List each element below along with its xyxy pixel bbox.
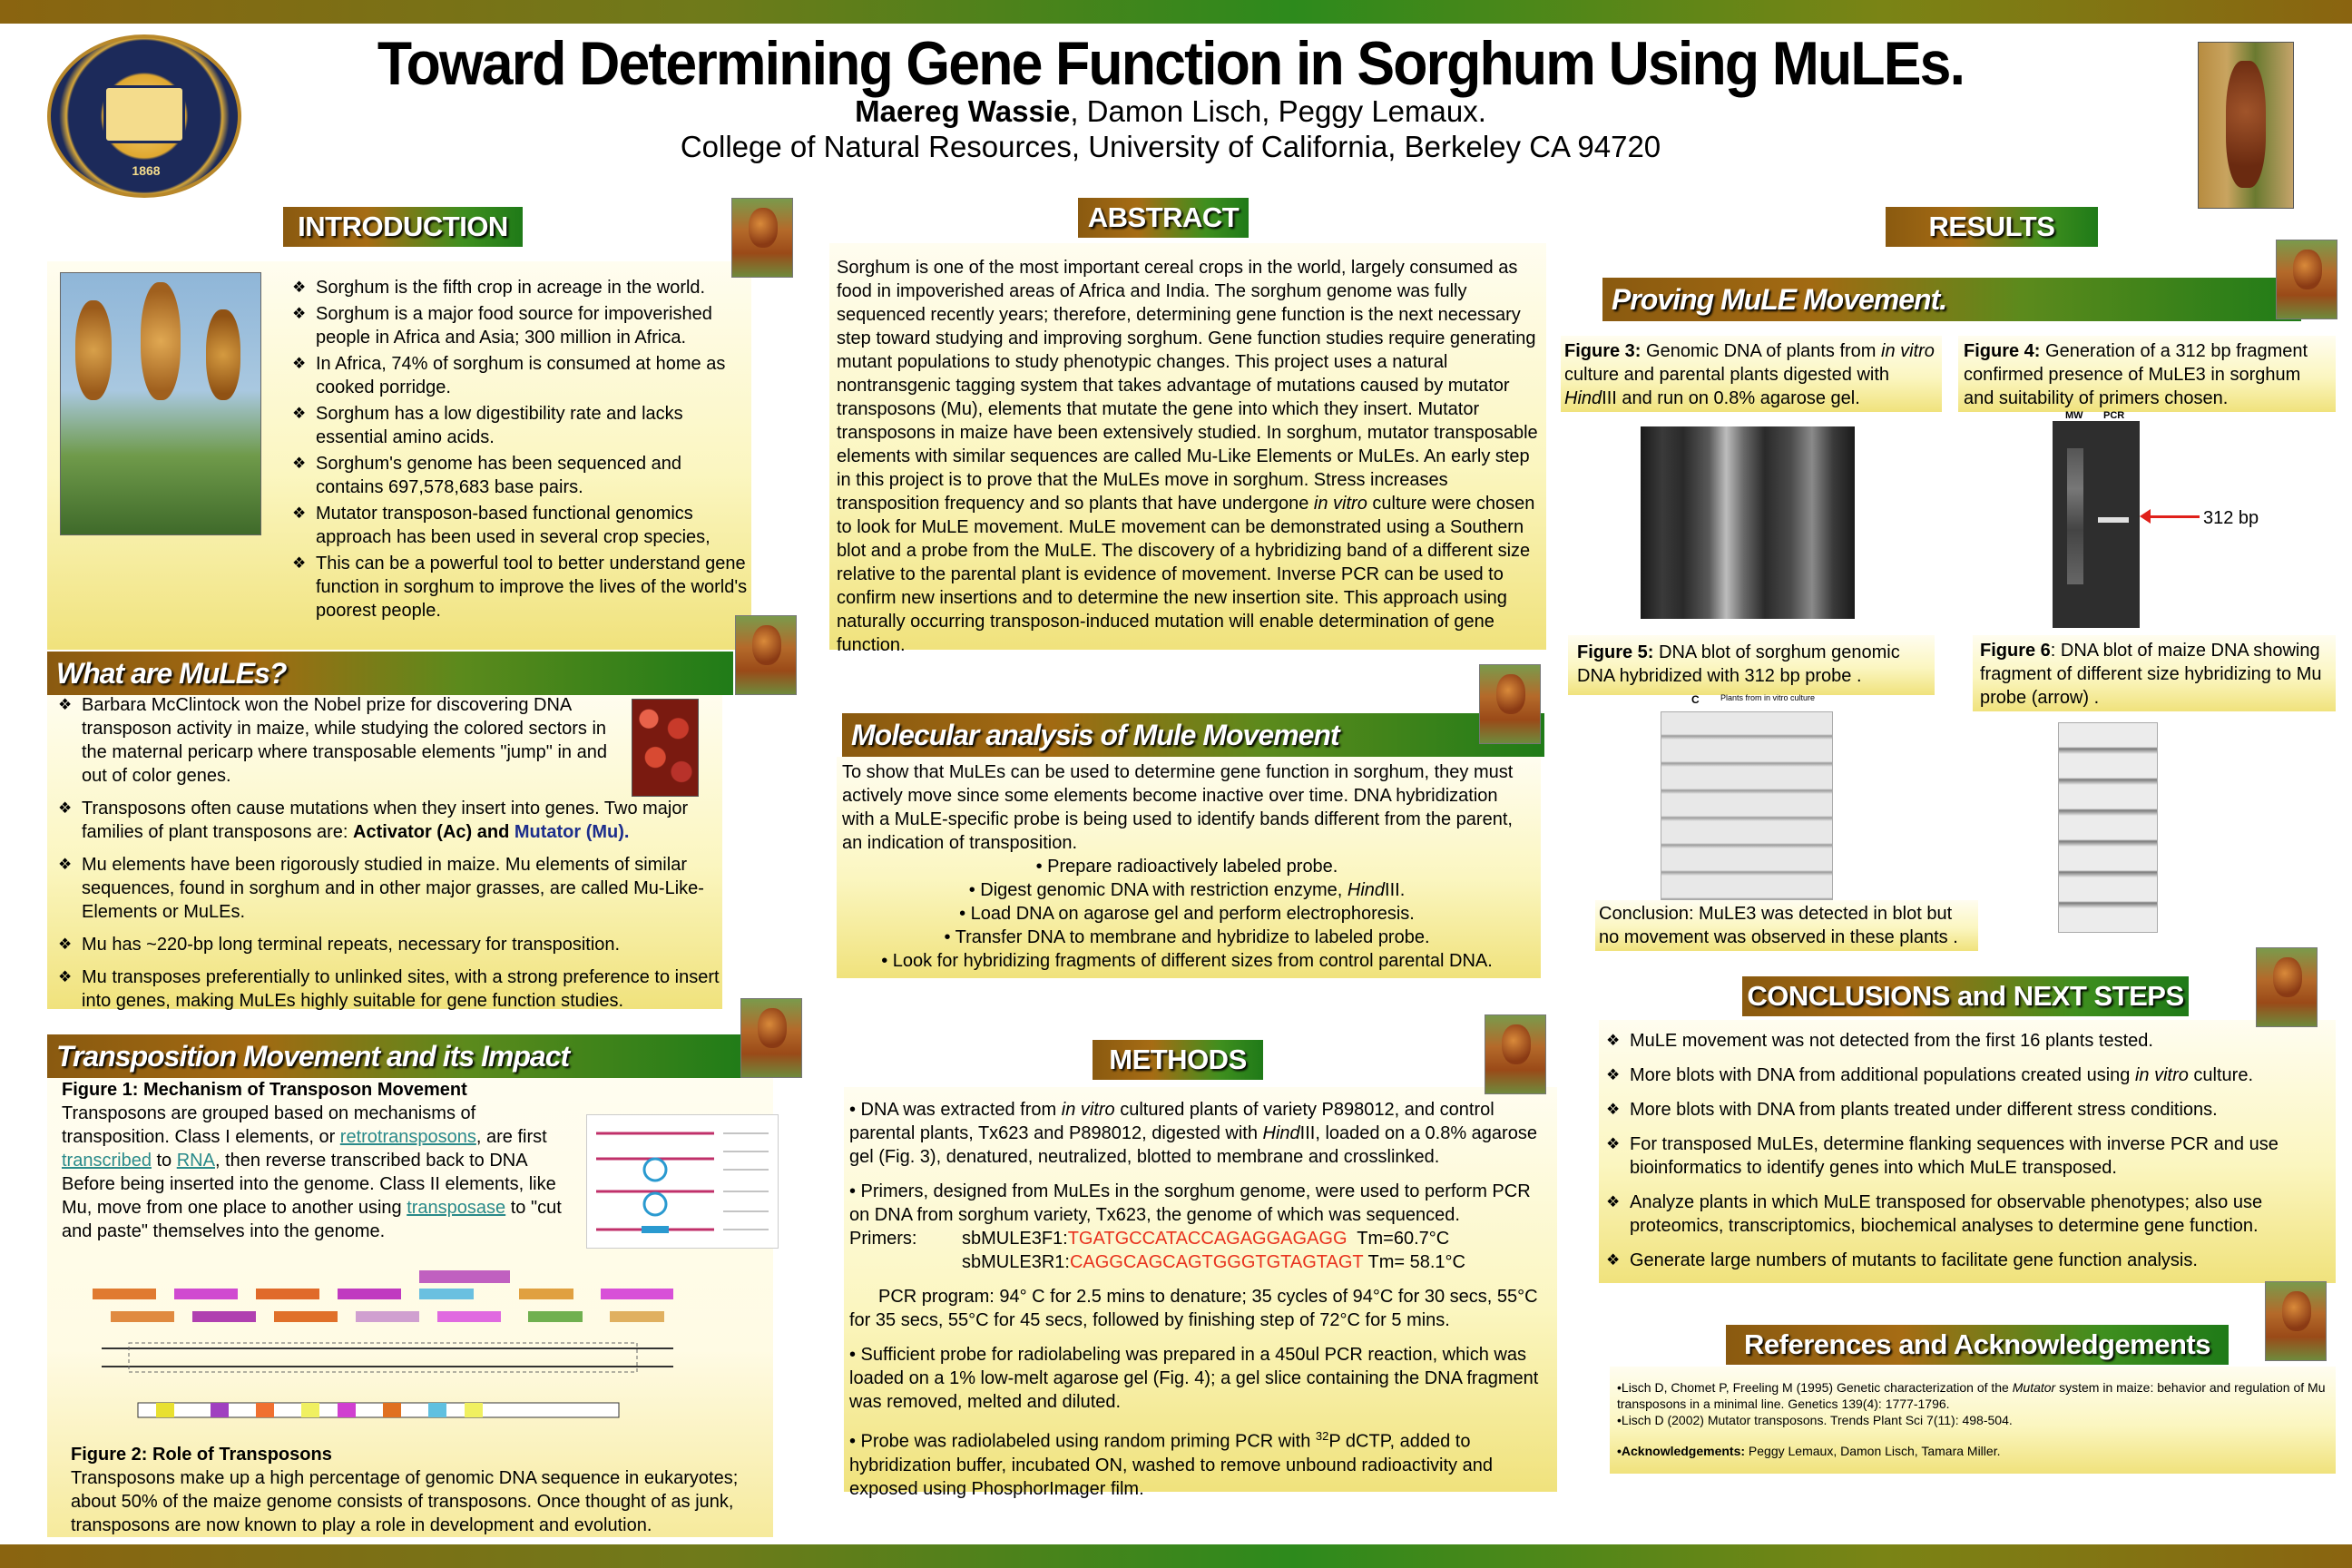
primer1-name: sbMULE3F1: [962,1229,1068,1249]
conclusion-text: Conclusion: MuLE3 was detected in blot but no movement was observed in these plants . [1599,904,1958,947]
introduction-bullets [289,276,751,622]
sorghum-thumb-transposition [740,998,802,1078]
figure3-gel-image [1641,426,1855,619]
abstract-text: Sorghum is one of the most important cereal crops in the world, largely consumed as food in impoverished areas of Africa and India. The sorghum genome was fully sequenced recently years; therefore, determining gene function is the next necessary step toward studying and improving sorghum. Gene function studies require generating mutant populations to study phenotypic changes. This project uses a natural nontransgenic tagging system that takes advantage of mutations caused by mutator transposons (Mu), elements that mutate the gene into which they insert. Mutator transposons in maize have been extensively studied. In sorghum, mutator transposable elements with similar sequences are called Mu-Like Elements or MuLEs. An early step in this project is to prove that the MuLEs move in sorghum. Stress increases transposition frequency and so plants that have undergone in vitro culture were chosen to look for MuLE movement. MuLE movement can be demonstrated using a Southern blot and a probe from the MuLE. The discovery of a hybridizing band of a different size relative to the parental plant is evidence of movement. Inverse PCR can be used to confirm new insertions and to determine the new insertion site. This approach using naturally occurring transposon-induced mutation will enable determination of gene function. [837,258,1538,655]
sorghum-thumb-results [2276,240,2337,319]
primer-row-1: Primers: sbMULE3F1:TGATGCCATACCAGAGGAGAGG Tm=60.7°C [849,1229,1450,1249]
figure2-caption: Figure 2: Role of Transposons Transposons make up a high percentage of genomic DNA sequence in eukaryotes; about 50% of the maize genome consists of transposons. Once thought of as junk, transposons are now known to play a role in development and evolution. [71,1445,739,1535]
primer-row-2 [849,1250,1550,1274]
transposition-heading: Transposition Movement and its Impact [47,1034,746,1078]
primer1-tm: Tm=60.7°C [1347,1229,1450,1249]
conclusion-bullet: ❖ More blots with DNA from plants treated under different stress conditions. [1602,1098,2328,1122]
figure6-blot-image [2058,722,2158,933]
mules-bullet: ❖ Mu transposes preferentially to unlinked sites, with a strong preference to insert into genes, making MuLEs highly suitable for gene function studies. [54,965,726,1013]
methods-p3: PCR program: 94° C for 2.5 mins to denature; 35 cycles of 94°C for 30 secs, 55°C for 35 secs, 55°C for 45 secs, followed by finishing step of 72°C for 5 mins. [849,1287,1538,1330]
results-subheading: Proving MuLE Movement. [1602,278,2301,321]
affiliation: College of Natural Resources, University of California, Berkeley CA 94720 [680,130,1661,163]
primer1-seq: TGATGCCATACCAGAGGAGAGG [1067,1229,1348,1249]
intro-bullet: ❖ Sorghum has a low digestibility rate and lacks essential amino acids. [289,402,751,449]
mules-bullets [54,693,726,1013]
figure1-caption: Figure 1: Mechanism of Transposon Movement Transposons are grouped based on mechanisms of transposition. Class I elements, or retrotransposons, are first transcribed to RNA, then reverse transcribed back to DNA Before being inserted into the genome. Class II elements, like Mu, move from one place to another using transposase to "cut and paste" themselves into the genome. [62,1080,562,1241]
sorghum-thumb-references [2265,1281,2327,1361]
transposase-link[interactable]: transposase [407,1198,506,1218]
intro-bullet: ❖ Mutator transposon-based functional genomics approach has been used in several crop species, [289,502,751,549]
molecular-step: • Prepare radioactively labeled probe. [1035,857,1338,877]
references-text [1617,1379,2334,1459]
mules-heading: What are MuLEs? [47,652,733,695]
reference-2: •Lisch D (2002) Mutator transposons. Trends Plant Sci 7(11): 498-504. [1617,1413,2013,1427]
conclusion-bullet: ❖ More blots with DNA from additional populations created using in vitro culture. [1602,1063,2328,1087]
acknowledgements: •Acknowledgements: Peggy Lemaux, Damon Lisch, Tamara Miller. [1617,1444,2001,1458]
seal-year: 1868 [132,163,161,178]
intro-bullet: ❖ In Africa, 74% of sorghum is consumed at home as cooked porridge. [289,352,751,399]
sorghum-thumb-conclusions [2256,947,2318,1027]
figure1-diagram [586,1114,779,1249]
primer2-seq: CAGGCAGCAGTGGGTGTAGTAGT [1069,1252,1364,1272]
molecular-step: • Look for hybridizing fragments of different sizes from control parental DNA. [881,951,1493,971]
intro-bullet: ❖ Sorghum's genome has been sequenced and contains 697,578,683 base pairs. [289,452,751,499]
methods-p5: • Probe was radiolabeled using random priming PCR with $^{32}$P dCTP, added to hybridization buffer, incubated ON, washed to remove unbound radioactivity and exposed using PhosphorImager film. [849,1429,1493,1499]
primer2-tm: Tm= 58.1°C [1363,1252,1465,1272]
figure6-caption: Figure 6: DNA blot of maize DNA showing fragment of different size hybridizing to Mu probe (arrow) . [1980,641,2322,708]
methods-p2: • Primers, designed from MuLEs in the sorghum genome, were used to perform PCR on DNA from sorghum variety, Tx623, the genome of which was sequenced. [849,1181,1531,1225]
figure1-title: Figure 1: Mechanism of Transposon Movement [62,1080,467,1100]
arrow-left-icon [2149,515,2200,518]
author-main: Maereg Wassie [855,94,1071,128]
molecular-step: • Load DNA on agarose gel and perform electrophoresis. [959,904,1415,924]
activator-text: Activator (Ac) [353,822,473,842]
results-heading: RESULTS [1886,207,2098,247]
intro-bullet: ❖ This can be a powerful tool to better understand gene function in sorghum to improve the lives of the world's poorest people. [289,552,751,622]
molecular-step: • Digest genomic DNA with restriction enzyme, HindIII. [968,880,1406,900]
figure4-mw-label: MW [2065,410,2083,421]
reference-1: •Lisch D, Chomet P, Freeling M (1995) Genetic characterization of the Mutator system in maize: behavior and regulation of Mu transposons in a minimal line. Genetics 139(4): 1777-1796. [1617,1380,2326,1411]
authors-rest: , Damon Lisch, Peggy Lemaux. [1070,94,1486,128]
figure5-blot-image [1661,711,1833,900]
figure5-c-label: C [1691,693,1700,706]
methods-p1: • DNA was extracted from in vitro cultured plants of variety P898012, and control parental plants, Tx623 and P898012, digested with HindIII, loaded on a 0.8% agarose gel (Fig. 3), denatured, neutralized, blotted to membrane and crosslinked. [849,1100,1537,1167]
figure2-diagram [74,1261,728,1439]
mules-bullet: ❖ Transposons often cause mutations when they insert into genes. Two major families of plant transposons are: Activator (Ac) and Mutator (Mu). [54,797,726,844]
conclusions-heading: CONCLUSIONS and NEXT STEPS [1742,976,2189,1016]
sorghum-thumb-molecular [1479,664,1541,744]
molecular-steps [842,855,1532,973]
bottom-band [0,1544,2352,1568]
authors-line [272,94,2069,129]
figure3-caption: Figure 3: Genomic DNA of plants from in vitro culture and parental plants digested with HindIII and run on 0.8% agarose gel. [1564,341,1935,408]
conclusion-bullet: ❖ Generate large numbers of mutants to facilitate gene function analysis. [1602,1249,2328,1272]
transcribed-link[interactable]: transcribed [62,1151,152,1171]
university-seal [47,34,241,198]
mutator-text: Mutator (Mu). [514,822,630,842]
methods-text [849,1098,1550,1501]
figure2-title: Figure 2: Role of Transposons [71,1445,332,1465]
poster-title: Toward Determining Gene Function in Sorghum Using MuLEs. [377,29,1965,98]
mules-bullet: ❖ Mu has ~220-bp long terminal repeats, necessary for transposition. [54,933,726,956]
figure4-caption: Figure 4: Generation of a 312 bp fragment confirmed presence of MuLE3 in sorghum and suitability of primers chosen. [1964,341,2308,408]
figure4-band [2098,517,2129,523]
figure4-pcr-label: PCR [2103,410,2125,421]
mules-bullet: ❖ Barbara McClintock won the Nobel prize for discovering DNA transposon activity in maize, while studying the colored sectors in the maternal pericarp where transposable elements "jump" in and out of color genes. [54,693,726,788]
figure5-caption: Figure 5: DNA blot of sorghum genomic DNA hybridized with 312 bp probe . [1577,642,1900,686]
molecular-heading: Molecular analysis of Mule Movement [842,713,1544,757]
sorghum-photo-top-right [2198,42,2294,209]
introduction-heading: INTRODUCTION [283,207,523,247]
methods-p4: • Sufficient probe for radiolabeling was prepared in a 450ul PCR reaction, which was loaded on a 1% low-melt agarose gel (Fig. 4); a gel slice containing the DNA fragment was removed, melted and diluted. [849,1345,1539,1412]
molecular-intro: To show that MuLEs can be used to determine gene function in sorghum, they must actively move since some elements become inactive over time. DNA hybridization with a MuLE-specific probe is being used to identify bands different from the parent, an indication of transposition. [842,762,1514,853]
intro-bullet: ❖ Sorghum is the fifth crop in acreage in the world. [289,276,751,299]
references-heading: References and Acknowledgements [1726,1325,2229,1365]
abstract-heading: ABSTRACT [1078,198,1249,238]
sorghum-thumb-intro [731,198,793,278]
sorghum-thumb-mules [735,615,797,695]
primer2-name: sbMULE3R1: [962,1252,1070,1272]
sorghum-thumb-methods [1485,1014,1546,1094]
mules-bullet: ❖ Mu elements have been rigorously studied in maize. Mu elements of similar sequences, found in sorghum and in other major grasses, are called Mu-Like-Elements or MuLEs. [54,853,726,924]
intro-bullet: ❖ Sorghum is a major food source for impoverished people in Africa and Asia; 300 million in Africa. [289,302,751,349]
conclusion-bullet: ❖ MuLE movement was not detected from the first 16 plants tested. [1602,1029,2328,1053]
figure4-312bp-label: 312 bp [2203,508,2259,528]
top-band [0,0,2352,24]
retrotransposons-link[interactable]: retrotransposons [339,1127,476,1147]
molecular-step: • Transfer DNA to membrane and hybridize to labeled probe. [944,927,1430,947]
conclusions-bullets [1602,1029,2328,1272]
figure5-sub-label: Plants from in vitro culture [1720,693,1816,702]
figure4-gel-image [2053,421,2140,628]
sorghum-field-photo [60,272,261,535]
conclusion-bullet: ❖ For transposed MuLEs, determine flanking sequences with inverse PCR and use bioinformatics to identify genes into which MuLE transposed. [1602,1132,2328,1180]
methods-heading: METHODS [1093,1040,1263,1080]
conclusion-bullet: ❖ Analyze plants in which MuLE transposed for observable phenotypes; also use proteomics, transcriptomics, biochemical analyses to determine gene function. [1602,1191,2328,1238]
rna-link[interactable]: RNA [176,1151,215,1171]
